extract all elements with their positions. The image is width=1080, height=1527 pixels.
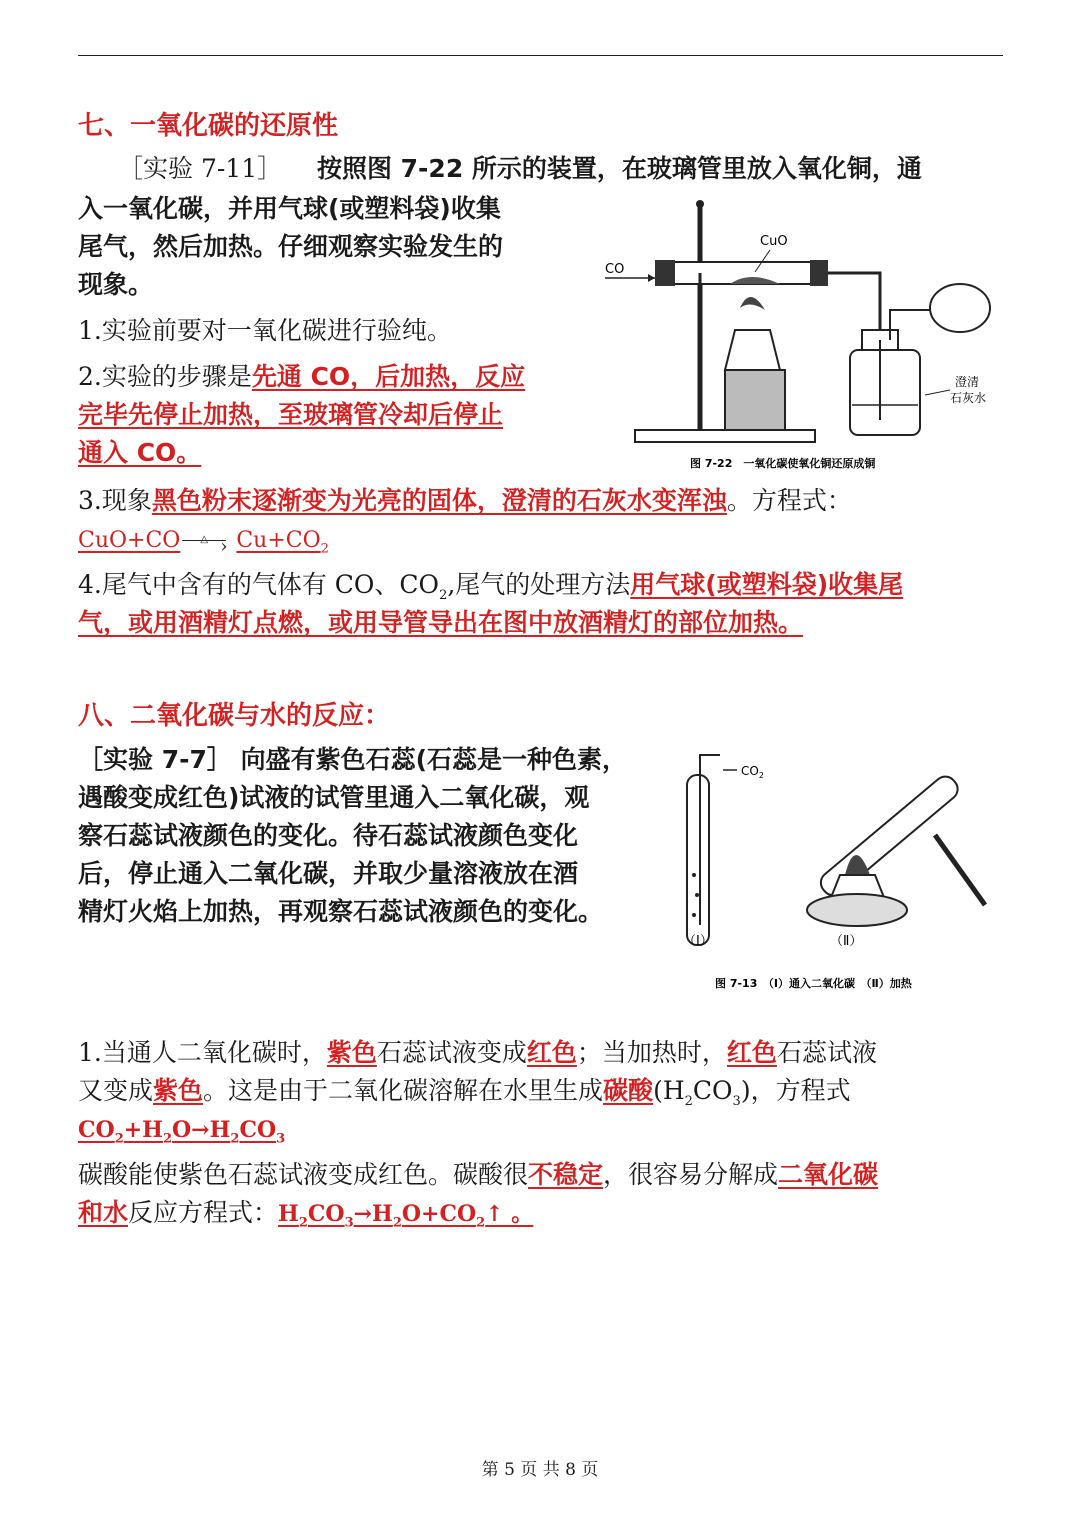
section7-item2-line3 [78, 434, 225, 471]
section8-para-line2: 遇酸变成红色)试液的试管里通入二氧化碳，观 [78, 783, 590, 812]
figure-caption: 图 7-13 （Ⅰ）通入二氧化碳 （Ⅱ）加热 [715, 977, 912, 990]
section7-equation [78, 520, 329, 567]
label-limewater-2: 石灰水 [950, 391, 987, 405]
figure-7-13-apparatus [675, 725, 1005, 1000]
heat-arrow: △ › [180, 531, 236, 551]
header-rule [78, 55, 1003, 56]
q1-text: ；当加热时， [576, 1038, 727, 1067]
equation-lhs: CuO+CO [78, 528, 181, 553]
q1-formula: CO [692, 1076, 733, 1105]
label-limewater-1: 澄清 [955, 375, 980, 389]
item3-prefix: 3.现象 [78, 486, 152, 515]
q1-text: 1.当通人二氧化碳时， [78, 1038, 327, 1067]
section8-q2-line2 [78, 1194, 533, 1241]
section8-title: 八、二氧化碳与水的反应： [78, 701, 391, 731]
intro-text: 按照图 7-22 所示的装置，在玻璃管里放入氧化铜，通 [316, 154, 922, 183]
experiment-label: ［实验 7-11］ [118, 154, 283, 183]
q1-text: 石蕊试液 [776, 1038, 877, 1067]
label-co2: $CO_2$ [741, 764, 764, 780]
item4-prefix: 4.尾气中含有的气体有 CO、CO [78, 570, 440, 599]
section8-para-line4: 后，停止通入二氧化碳，并取少量溶液放在酒 [78, 859, 579, 888]
equation-co2-h2o: $CO_2+H_2O\to H_2CO_3$ [78, 1117, 286, 1147]
q1-text: )，方程式 [740, 1076, 851, 1105]
item4-answer: 用气球(或塑料袋)收集尾 [630, 570, 904, 599]
section8-para-line5: 精灯火焰上加热，再观察石蕊试液颜色的变化。 [78, 897, 604, 926]
heat-symbol: △ [200, 533, 209, 545]
item2-answer: 完毕先停止加热，至玻璃管冷却后停止 [78, 400, 504, 429]
label-cuo: CuO [760, 234, 788, 249]
q1-answer-purple: 紫色 [326, 1038, 377, 1067]
item2-prefix: 2.实验的步骤是 [78, 362, 252, 391]
item2-answer: 通入 CO。 [78, 438, 202, 467]
section8-q1-line1 [78, 1034, 877, 1071]
section7-intro-line1 [78, 150, 1008, 187]
item4-answer: 气，或用酒精灯点燃，或用导管导出在图中放酒精灯的部位加热。 [78, 608, 804, 637]
label-i: （Ⅰ） [683, 934, 713, 949]
section7-intro-line3: 尾气，然后加热。仔细观察实验发生的 [78, 232, 504, 261]
q2-answer-co2: 二氧化碳 [778, 1160, 879, 1189]
item4-prefix-2: ,尾气的处理方法 [447, 570, 631, 599]
figure-caption: 图 7-22 一氧化碳使氧化铜还原成铜 [690, 457, 876, 470]
q1-text: 又变成 [78, 1076, 154, 1105]
section8-para-line1: ［实验 7-7］ 向盛有紫色石蕊(石蕊是一种色素， [78, 745, 628, 774]
q1-text: 。这是由于二氧化碳溶解在水里生成 [203, 1076, 604, 1105]
q2-text: 反应方程式： [128, 1198, 279, 1227]
section7-item2-line1 [78, 358, 525, 395]
page-footer: 第 5 页 共 8 页 [481, 1460, 599, 1480]
q1-text: 石蕊试液变成 [376, 1038, 527, 1067]
q1-formula: (H [653, 1076, 685, 1105]
section7-item2-line2 [78, 396, 503, 433]
q1-answer-purple: 紫色 [153, 1076, 204, 1105]
figure-7-22-apparatus [600, 190, 1010, 480]
q2-answer-unstable: 不稳定 [528, 1160, 604, 1189]
section7-item3-line1 [78, 482, 852, 519]
section7-item1: 1.实验前要对一氧化碳进行验纯。 [78, 316, 452, 345]
section7-title: 七、一氧化碳的还原性 [78, 111, 339, 141]
section8-q1-line2: 又变成紫色。这是由于二氧化碳溶解在水里生成碳酸$(H_2CO_3)$，方程式 [78, 1076, 851, 1109]
section8-q2-line1 [78, 1156, 878, 1193]
section7-intro-line4: 现象。 [78, 270, 154, 299]
section7-item4-line2 [78, 604, 803, 641]
q1-answer-carbonic-acid: 碳酸 [603, 1076, 654, 1105]
q1-answer-red: 红色 [526, 1038, 577, 1067]
item2-answer: 先通 CO，后加热，反应 [251, 362, 526, 391]
section7-item4-line1: 4.尾气中含有的气体有 CO、$CO_2$,尾气的处理方法用气球(或塑料袋)收集尾 [78, 570, 904, 603]
q1-answer-red: 红色 [726, 1038, 777, 1067]
label-ii: （Ⅱ） [830, 934, 863, 949]
section8-eq1 [78, 1110, 285, 1157]
section7-intro-line2: 入一氧化碳，并用气球(或塑料袋)收集 [78, 194, 501, 223]
q2-text: ，很容易分解成 [603, 1160, 779, 1189]
label-co: CO [605, 262, 625, 277]
section8-para-line3: 察石蕊试液颜色的变化。待石蕊试液颜色变化 [78, 821, 579, 850]
item3-suffix: 。方程式： [726, 486, 852, 515]
q2-text: 碳酸能使紫色石蕊试液变成红色。碳酸很 [78, 1160, 529, 1189]
item3-answer: 黑色粉末逐渐变为光亮的固体，澄清的石灰水变浑浊 [151, 486, 727, 515]
equation-rhs: $Cu+CO_2$ [236, 528, 329, 557]
q2-answer-water: 和水 [78, 1198, 129, 1227]
equation-h2co3-decompose: $H_2CO_3\to H_2O+CO_2↑$ 。 [278, 1201, 534, 1231]
